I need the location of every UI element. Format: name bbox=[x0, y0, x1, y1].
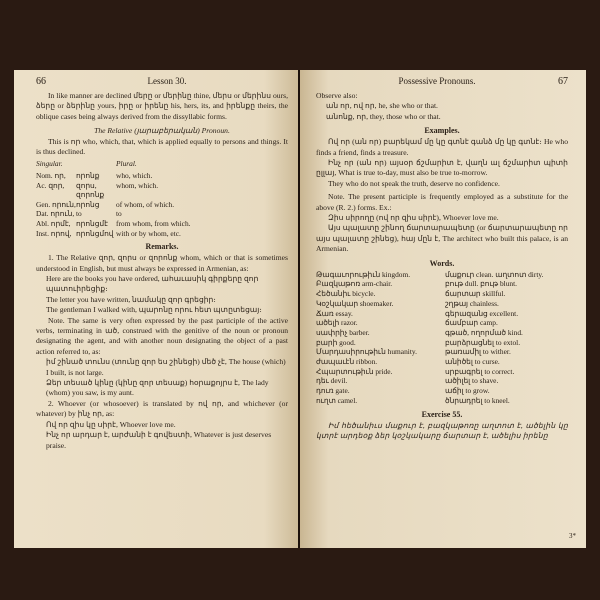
vocabulary-item: Թագաւորութիւն kingdom. bbox=[316, 269, 411, 279]
declension-cell: with or by whom, etc. bbox=[116, 228, 181, 238]
vocabulary-item: դեւ devil. bbox=[316, 376, 348, 386]
declension-row bbox=[36, 219, 288, 229]
vocabulary-item: անիծել to curse. bbox=[445, 357, 500, 367]
declension-cell: որոնցմով bbox=[76, 228, 114, 238]
note-example: Զիս սիրողը (ով որ զիս սիրէ), Whoever love me. bbox=[328, 213, 499, 223]
remark-paragraph: Ով որ զիս կը սիրէ, Whoever love me. bbox=[46, 419, 176, 429]
vocabulary-item: սափրիչ barber. bbox=[316, 327, 370, 337]
remark-paragraph: Here are the books you have ordered, ահաւասիկ գիրքերը զոր պատուիրեցիք։ bbox=[46, 274, 259, 294]
vocabulary-item: Ճառ essay. bbox=[316, 308, 353, 318]
vocabulary-item: ածիլել to shave. bbox=[445, 376, 499, 386]
vocabulary-item: սրբագրել to correct. bbox=[445, 366, 515, 376]
declension-table bbox=[36, 171, 288, 238]
remarks-list bbox=[36, 253, 288, 451]
vocabulary-item: դուռ gate. bbox=[316, 386, 350, 396]
open-book bbox=[14, 70, 586, 548]
relative-pronoun-title: The Relative (յարաբերական) Pronoun. bbox=[94, 126, 230, 136]
vocabulary-item: գերազանց excellent. bbox=[445, 308, 519, 318]
vocabulary-item: ճամբար camp. bbox=[445, 318, 498, 328]
declension-cell: from whom, from which. bbox=[116, 219, 191, 228]
declension-cell: of whom, of which. bbox=[116, 199, 175, 209]
remark-paragraph: Ինչ որ արդար է, արժանի է գովեստի, Whatever is just deserves praise. bbox=[46, 430, 272, 450]
example-sentence: Ով որ (ան որ) բարեկամ մը կը գտնէ գանձ մը կը գտնէ։ He who finds a friend, finds a treasure. bbox=[316, 137, 568, 157]
header-singular: Singular. bbox=[36, 159, 63, 169]
declension-cell: Inst. որով, bbox=[36, 228, 72, 238]
remark-paragraph: The gentleman I walked with, պարոնը որու հետ պտըտեցայ։ bbox=[46, 305, 262, 315]
observe-line: անոնք, որ, they, those who or that. bbox=[326, 111, 441, 121]
declension-cell: to bbox=[116, 209, 122, 219]
declension-cell: Abl. որմէ, bbox=[36, 219, 71, 228]
remark-paragraph: 2. Whoever (or whosoever) is translated by ով որ, and whichever (or whatever) by ինչ որ, as: bbox=[36, 398, 288, 419]
vocabulary-item: Հեծանիւ bicycle. bbox=[316, 289, 376, 299]
declension-cell: որոնց bbox=[76, 199, 100, 209]
declension-cell: to bbox=[76, 209, 82, 219]
remark-paragraph: Ձեր տեսած կինը (կինը զոր տեսաք) հօրաքոյրս է, The lady (whom) you saw, is my aunt. bbox=[46, 378, 269, 398]
remark-paragraph: իմ շինած տունս (տունը զոր ես շինեցի) մեծ չէ, The house (which) I built, is not large. bbox=[46, 357, 286, 377]
declension-cell: Dat. որուն, bbox=[36, 209, 75, 219]
vocabulary-item: բարձրացնել to extol. bbox=[445, 337, 521, 347]
vocabulary-item: ածելի razor. bbox=[316, 318, 358, 328]
remark-paragraph: Note. The same is very often expressed by the past participle of the active verbs, terminating in ած, construed with the genitive of the noun or pronoun designating the agent, and with another noun designating the object of a past action referred to, as: bbox=[36, 315, 288, 356]
vocabulary-item: բարի good. bbox=[316, 337, 356, 347]
vocabulary-item: Հպարտութիւն pride. bbox=[316, 366, 393, 376]
example-sentence: They who do not speak the truth, deserve no confidence. bbox=[328, 178, 500, 188]
right-running-head: Possessive Pronouns. bbox=[398, 76, 476, 86]
remarks-heading: Remarks. bbox=[145, 242, 179, 252]
left-running-head: Lesson 30. bbox=[147, 76, 187, 86]
declension-cell: Nom. որ, bbox=[36, 171, 66, 181]
relative-intro: This is որ who, which, that, which is applied equally to persons and things. It is thus declined. bbox=[36, 136, 288, 157]
vocabulary-item: Բազկաթոռ arm-chair. bbox=[316, 279, 393, 289]
declension-row bbox=[36, 209, 288, 219]
vocabulary-item: Կօշկակար shoemaker. bbox=[316, 298, 394, 308]
vocabulary-item: ուղտ camel. bbox=[316, 395, 358, 405]
declension-row bbox=[36, 181, 288, 200]
vocabulary-item: շղթայ chainless. bbox=[445, 298, 499, 308]
vocabulary-item: թառամիլ to wither. bbox=[445, 347, 511, 357]
declension-cell: who, which. bbox=[116, 171, 153, 181]
right-page-number: 67 bbox=[557, 76, 568, 87]
vocabulary-item: ծնրադրել to kneel. bbox=[445, 395, 510, 405]
observe-lines bbox=[316, 101, 568, 122]
note-example: Այս պալատը շինող ճարտարապետը (or ճարտարապետը որ այս պալատը շինեց), հայ մըն է, The architect who built this palace, is an Armenian. bbox=[316, 223, 568, 254]
declension-cell: որոնք bbox=[76, 171, 100, 181]
declension-cell: զորս, զորոնք bbox=[76, 180, 105, 200]
declension-cell: Gen. որուն, bbox=[36, 199, 76, 209]
vocabulary-item: գթած, ողորմած kind. bbox=[445, 327, 523, 337]
declension-cell: whom, which. bbox=[116, 180, 159, 190]
examples-heading: Examples. bbox=[424, 126, 460, 136]
participle-note: Note. The present participle is frequently employed as a substitute for the above (R. 2.) forms. Ex.: bbox=[316, 192, 568, 212]
vocabulary-item: աճիլ to grow. bbox=[445, 386, 490, 396]
note-examples bbox=[316, 213, 568, 255]
left-page-number: 66 bbox=[36, 76, 46, 87]
vocabulary-item: Մարդասիրութիւն humanity. bbox=[316, 347, 417, 357]
exercise-text: Իմ հեծանիւս մաքուր է, բազկաթոռը աղտոտ է, ածելին կը կտրէ արդեօք ձեր կօշկակարը ճարտար է, ածելիս իրենը bbox=[316, 420, 568, 440]
declension-cell: որոնցմէ bbox=[76, 219, 108, 228]
declension-header bbox=[36, 159, 288, 169]
observe-label: Observe also: bbox=[316, 91, 358, 100]
intro-paragraph: In like manner are declined մերը or մերինը thine, մերս or մերինս ours, ձերը or ձերինը yours, իրը or իրենը his, hers, its, and իրենքը theirs, the oblique cases being always derived from the dissyllabic forms. bbox=[36, 91, 288, 121]
vocabulary-list bbox=[316, 270, 568, 406]
exercise-heading: Exercise 55. bbox=[421, 409, 463, 419]
examples-list bbox=[316, 137, 568, 189]
vocabulary-item: ժապաւէն ribbon. bbox=[316, 357, 378, 367]
remark-paragraph: 1. The Relative զոր, զորս or զորոնք whom, which or that is sometimes understood in English, but must always be expressed in Armenian, as: bbox=[36, 253, 288, 273]
words-heading: Words. bbox=[429, 258, 455, 268]
right-page bbox=[300, 70, 586, 548]
vocabulary-item: բութ dull. բութ blunt. bbox=[445, 279, 518, 289]
signature-mark: 3* bbox=[569, 532, 576, 540]
observe-line: ան որ, ով որ, he, she who or that. bbox=[326, 101, 438, 111]
example-sentence: Ինչ որ (ան որ) այսօր ճշմարիտ է, վաղն ալ ճշմարիտ պիտի ըլլայ, What is true to-day, must also be true to-morrow. bbox=[316, 158, 568, 178]
left-header bbox=[36, 76, 288, 87]
right-header bbox=[316, 76, 568, 87]
declension-row bbox=[36, 171, 288, 181]
header-plural: Plural. bbox=[116, 159, 137, 169]
declension-cell: Ac. զոր, bbox=[36, 180, 65, 190]
declension-row bbox=[36, 229, 288, 239]
left-page bbox=[14, 70, 298, 548]
declension-row bbox=[36, 200, 288, 210]
remark-paragraph: The letter you have written, նամակը զոր գրեցիր։ bbox=[46, 294, 216, 304]
vocabulary-item: ճարտար skillful. bbox=[445, 289, 506, 299]
vocabulary-item: մաքուր clean. աղտոտ dirty. bbox=[445, 269, 544, 279]
